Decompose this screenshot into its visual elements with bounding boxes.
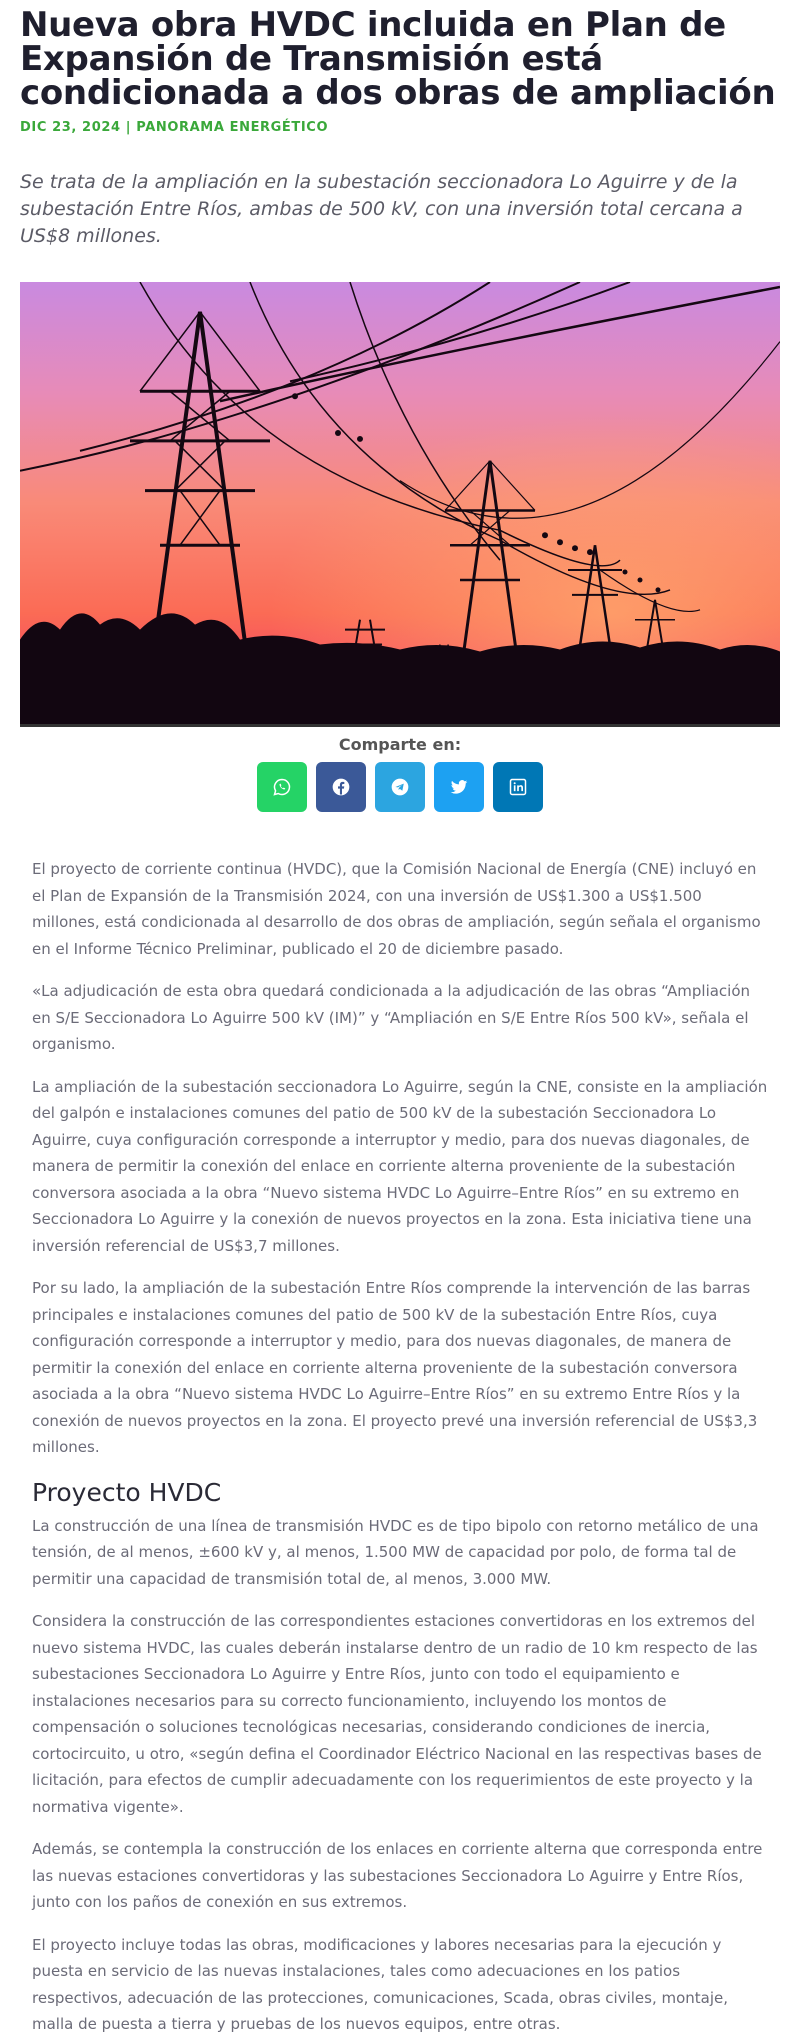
whatsapp-share-button[interactable]: [257, 762, 307, 812]
article-category[interactable]: PANORAMA ENERGÉTICO: [136, 120, 329, 135]
meta-separator: |: [125, 120, 132, 135]
facebook-share-button[interactable]: [316, 762, 366, 812]
paragraph: La ampliación de la subestación seccionadora Lo Aguirre, según la CNE, consiste en la ampliación del galpón e instalaciones comunes del patio de 500 kV de la subestación Seccionadora Lo Aguirre, cuya configuración corresponde a interruptor y medio, para dos nuevas diagonales, de manera de permitir la conexión del enlace en corriente alterna proveniente de la subestación conversora asociada a la obra “Nuevo sistema HVDC Lo Aguirre–Entre Ríos” en su extremo en Seccionadora Lo Aguirre y la conexión de nuevos proyectos en la zona. Esta iniciativa tiene una inversión referencial de US$3,7 millones.: [32, 1077, 768, 1255]
article-body: [0, 856, 800, 2038]
hero-image: [20, 282, 780, 727]
whatsapp-icon: [272, 777, 292, 797]
paragraph: Además, se contempla la construcción de los enlaces en corriente alterna que corresponda entre las nuevas estaciones convertidoras y las subestaciones Seccionadora Lo Aguirre y Entre Ríos, junto con los paños de conexión en sus extremos.: [32, 1840, 763, 1911]
share-label: Comparte en:: [338, 735, 462, 754]
article-header: [0, 5, 800, 812]
article-lead: Se trata de la ampliación en la subestación seccionadora Lo Aguirre y de la subestación Entre Ríos, ambas de 500 kV, con una inversión total cercana a US$8 millones.: [20, 171, 743, 247]
telegram-icon: [390, 777, 410, 797]
linkedin-share-button[interactable]: [493, 762, 543, 812]
paragraph: El proyecto incluye todas las obras, modificaciones y labores necesarias para la ejecución y puesta en servicio de las nuevas instalaciones, tales como adecuaciones en los patios respectivos, adecuación de las protecciones, comunicaciones, Scada, obras civiles, montaje, malla de puesta a tierra y pruebas de los nuevos equipos, entre otras.: [32, 1935, 729, 2033]
share-section: [20, 735, 780, 812]
section-heading: Proyecto HVDC: [32, 1477, 222, 1507]
paragraph: El proyecto de corriente continua (HVDC), que la Comisión Nacional de Energía (CNE) incluyó en el Plan de Expansión de la Transmisión 2024, con una inversión de US$1.300 a US$1.500 millones, está condicionada al desarrollo de dos obras de ampliación, según señala el organismo en el Informe Técnico Preliminar, publicado el 20 de diciembre pasado.: [32, 860, 761, 958]
facebook-icon: [331, 777, 351, 797]
article-title: Nueva obra HVDC incluida en Plan de Expansión de Transmisión está condicionada a dos obras de ampliación: [20, 5, 776, 113]
article-date: DIC 23, 2024: [20, 120, 121, 135]
paragraph: Considera la construcción de las correspondientes estaciones convertidoras en los extremos del nuevo sistema HVDC, las cuales deberán instalarse dentro de un radio de 10 km respecto de las subestaciones Seccionadora Lo Aguirre y Entre Ríos, junto con todo el equipamiento e instalaciones necesarios para su correcto funcionamiento, incluyendo los montos de compensación o soluciones tecnológicas necesarias, considerando condiciones de inercia, cortocircuito, u otro, «según defina el Coordinador Eléctrico Nacional en las respectivas bases de licitación, para efectos de cumplir adecuadamente con los requerimientos de este proyecto y la normativa vigente».: [32, 1612, 762, 1816]
paragraph: La construcción de una línea de transmisión HVDC es de tipo bipolo con retorno metálico de una tensión, de al menos, ±600 kV y, al menos, 1.500 MW de capacidad por polo, de forma tal de permitir una capacidad de transmisión total de, al menos, 3.000 MW.: [32, 1516, 759, 1588]
paragraph: Por su lado, la ampliación de la subestación Entre Ríos comprende la intervención de las barras principales e instalaciones comunes del patio de 500 kV de la subestación Entre Ríos, cuya configuración corresponde a interruptor y medio, para dos nuevas diagonales, de manera de permitir la conexión del enlace en corriente alterna proveniente de la subestación conversora asociada a la obra “Nuevo sistema HVDC Lo Aguirre–Entre Ríos” en su extremo Entre Ríos y la conexión de nuevos proyectos en la zona. El proyecto prevé una inversión referencial de US$3,3 millones.: [32, 1279, 758, 1456]
paragraph: «La adjudicación de esta obra quedará condicionada a la adjudicación de las obras “Ampliación en S/E Seccionadora Lo Aguirre 500 kV (IM)” y “Ampliación en S/E Entre Ríos 500 kV», señala el organismo.: [32, 982, 751, 1053]
share-buttons: [20, 762, 780, 812]
twitter-icon: [449, 777, 469, 797]
telegram-share-button[interactable]: [375, 762, 425, 812]
article-meta: [20, 120, 780, 135]
linkedin-icon: [508, 777, 528, 797]
twitter-share-button[interactable]: [434, 762, 484, 812]
